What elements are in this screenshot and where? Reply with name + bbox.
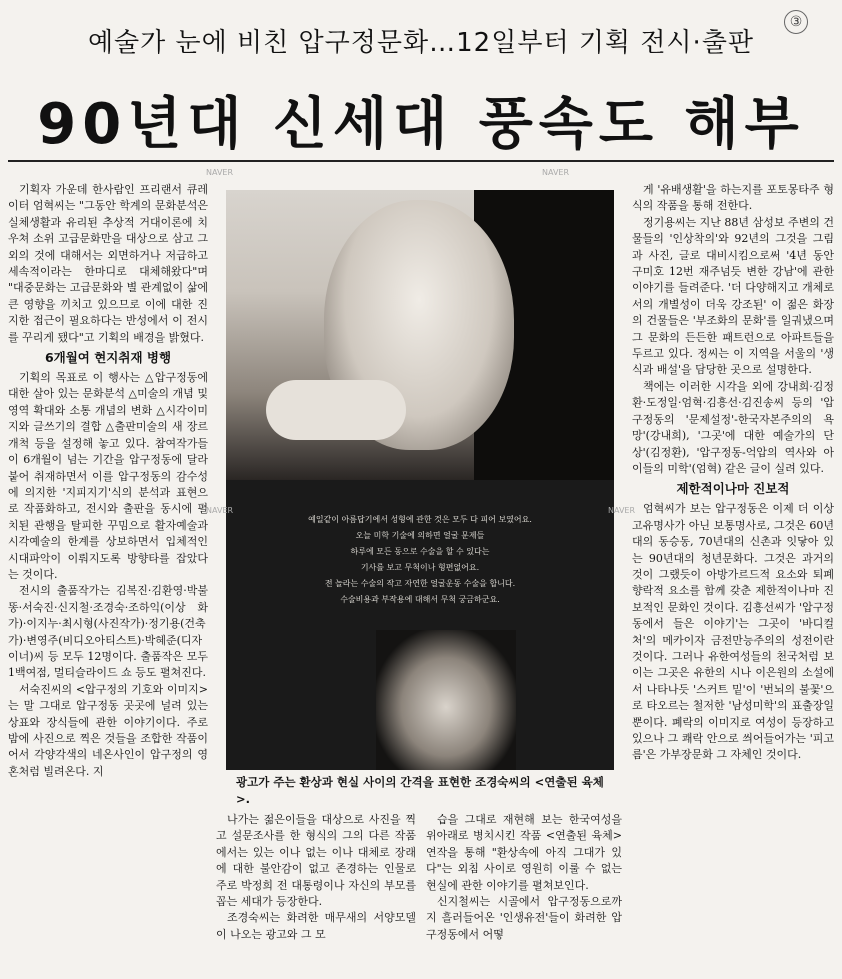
article-column-1 (8, 182, 208, 977)
ad-line: 기사를 보고 무척이나 형편없어요. (360, 563, 480, 572)
paragraph: 서숙진씨의 <압구정의 기호와 이미지>는 말 그대로 압구정동 곳곳에 널려 있는 상표와 장식들에 관한 이야기이다. 주로 밤에 사진으로 찍은 것들을 조합한 작품이어서 각양각색의 네온사인이 압구정의 영혼처럼 빌려온다. 지 (8, 682, 208, 778)
paragraph: 기획자 가운데 한사람인 프리랜서 큐레이터 엄혁씨는 "그동안 학계의 문화분석은 실체생활과 유리된 추상적 거대이론에 치우쳐 소위 고급문화만을 대상으로 삼고 그외의 것에 대해서는 외면하거나 저급하고 세속적이라는 한마디로 대체해왔다"며 "대중문화는 고급문화와 별 관계없이 삶에 큰 영향을 끼치고 있으므로 이에 대한 진지한 접근이 필요하다는 반성에서 이 전시를 꾸리게 됐다"고 기획의 배경을 밝혔다. (8, 183, 208, 344)
paragraph: 기획의 목표로 이 행사는 △압구정동에 대한 살아 있는 문화분석 △미술의 개념 및 영역 확대와 소통 개념의 변화 △시각이미지와 글쓰기의 결합 △출판미술의 새 장르 개척 등을 설정해 놓고 있다. 참여작가들이 6개월이 넘는 기간을 압구정동에 달라붙어 취재하면서 이를 압구정동의 감수성에 의지한 '지피지기'식의 분석과 표현으로 작품화하고, 전시와 출판을 동시에 펼치된 관행을 탈피한 꾸밈으로 활자예술과 시각예술의 한계를 상보하면서 입체적인 시대파악이 이뤄지도록 방향타를 잡았다는 것이다. (8, 371, 208, 581)
watermark-right: NAVER (542, 168, 570, 177)
ad-line: 오늘 미학 기술에 의하면 얼굴 문제들 (355, 531, 485, 540)
ad-copy (266, 512, 574, 608)
ad-line: 예일같이 아름답기에서 성형에 관한 것은 모두 다 피어 보였어요. (308, 515, 532, 524)
paragraph: 전시의 출품작가는 김복진·김환영·박불똥·서숙진·신지철·조경숙·조하익(이상 화가)·이지누·최시형(사진작가)·정기용(건축가)·변영주(비디오아티스트)·박혜준(디자이너)씨 등 모두 12명이다. 출품작은 모두 1백여점, 멀티슬라이드 쇼 등도 펼쳐진다. (8, 584, 208, 680)
paragraph: 조경숙씨는 화려한 매무새의 서양모델이 나오는 광고와 그 모 (216, 911, 416, 941)
paragraph: 습을 그대로 재현해 보는 한국여성을 위아래로 병치시킨 작품 <연출된 육체> 연작을 통해 "환상속에 아직 그대가 있다"는 외침 사이로 영원히 이룰 수 없는 현실에 관한 이야기를 펼쳐보인다. (426, 813, 622, 892)
ad-line: 전 놀라는 수술의 작고 자연한 얼굴운동 수술을 합니다. (324, 579, 516, 588)
ad-line: 수술비용과 부작용에 대해서 무척 궁금하군요. (340, 595, 500, 604)
paragraph: 나가는 젊은이들을 대상으로 사진을 찍고 설문조사를 한 형식의 그의 다른 작품에서는 있는 이나 없는 이나 대체로 장래에 대한 불안감이 없고 존경하는 인물로 주로 박정희 전 대통령이나 자신의 부모를 꼽는 세대가 등장한다. (216, 813, 416, 909)
korean-woman-portrait (376, 630, 516, 770)
model-hand (266, 380, 406, 440)
paragraph: 정기용씨는 지난 88년 삼성보 주변의 건물들의 '인상착의'와 92년의 그것을 그림과 사진, 글로 대비시킴으로써 '4년 동안 구미호 12번 재주넘듯 변한 강남'에 관한 이야기를 들려준다. '더 다양해지고 개체로서의 개별성이 더욱 강조된' 이 젊은 화장의 건물들은 '부조화의 문화'를 일궈냈으며 그 문화의 든든한 패트런으로 아파트들을 두르고 있다. 정씨는 이 지역을 서울의 '생식과 배설'을 담당한 곳으로 설명한다. (632, 215, 834, 377)
paragraph: 게 '유배생활'을 하는지를 포토몽타주 형식의 작품을 통해 전한다. (632, 183, 834, 213)
subheading: 6개월여 현지취재 병행 (44, 350, 172, 366)
subheading: 제한적이나마 진보적 (676, 481, 790, 497)
main-headline: 90년대 신세대 풍속도 해부 (37, 92, 805, 157)
kicker-headline: 예술가 눈에 비친 압구정문화…12일부터 기획 전시·출판 (87, 28, 755, 58)
article-column-3 (426, 812, 622, 976)
paragraph: 책에는 이러한 시각을 외에 강내희·김정환·도정일·엄혁·김흥선·김진송씨 등의 '압구정동의 '문제설정'-한국자본주의의 욕망'(강내희), '그곳'에 대한 예술가의 단상'(김정환), '압구정동-억압의 역사와 아이들의 미학'(엄혁) 같은 글이 실려 있다. (632, 379, 834, 475)
watermark-mid-right: NAVER (608, 506, 636, 515)
article-column-2 (216, 812, 416, 976)
article-photo (226, 190, 614, 770)
paragraph: 엄혁씨가 보는 압구정동은 이제 더 이상 고유명사가 아닌 보통명사로, 그것은 60년대의 동승동, 70년대의 신촌과 잇닿아 있는 90년대의 청년문화다. 그것은 과거의 것이 그랬듯이 아방가르드적 요소와 퇴폐향락적 요소를 함께 갖춘 제한적이나마 진보적인 문화인 것이다. 김흥선씨가 '압구정동에서 들은 이야기'는 그곳이 '바디컬처'의 메카이자 금전만능주의의 성전이란 것이다. 그러나 유한여성들의 천국처럼 보이는 그곳은 유한의 시나 이은원의 소설에서 나타나듯 '스커트 밑'이 '번뇌의 불꽃'으로 타오르는 철저한 '남성미학'의 표출장일 뿐이다. 폐락의 이미지로 여성이 등장하고 있으나 그 쾌락 안으로 씌어들어가는 '피고름'은 가부장문화 그 자체인 것이다. (632, 502, 834, 762)
page-number-badge: ③ (784, 10, 808, 34)
model-portrait (226, 190, 614, 480)
watermark-left: NAVER (206, 168, 234, 177)
photo-caption: 광고가 주는 환상과 현실 사이의 간격을 표현한 조경숙씨의 <연출된 육체>. (236, 775, 604, 806)
paragraph: 신지철씨는 시골에서 압구정동으로까지 흘러들어온 '인생유전'들이 화려한 압구정동에서 어떻 (426, 895, 622, 941)
watermark-mid: NAVER (206, 506, 234, 515)
article-column-4 (632, 182, 834, 977)
headline-rule (8, 160, 834, 162)
ad-line: 하루에 모든 동으로 수술을 할 수 있다는 (350, 547, 490, 556)
